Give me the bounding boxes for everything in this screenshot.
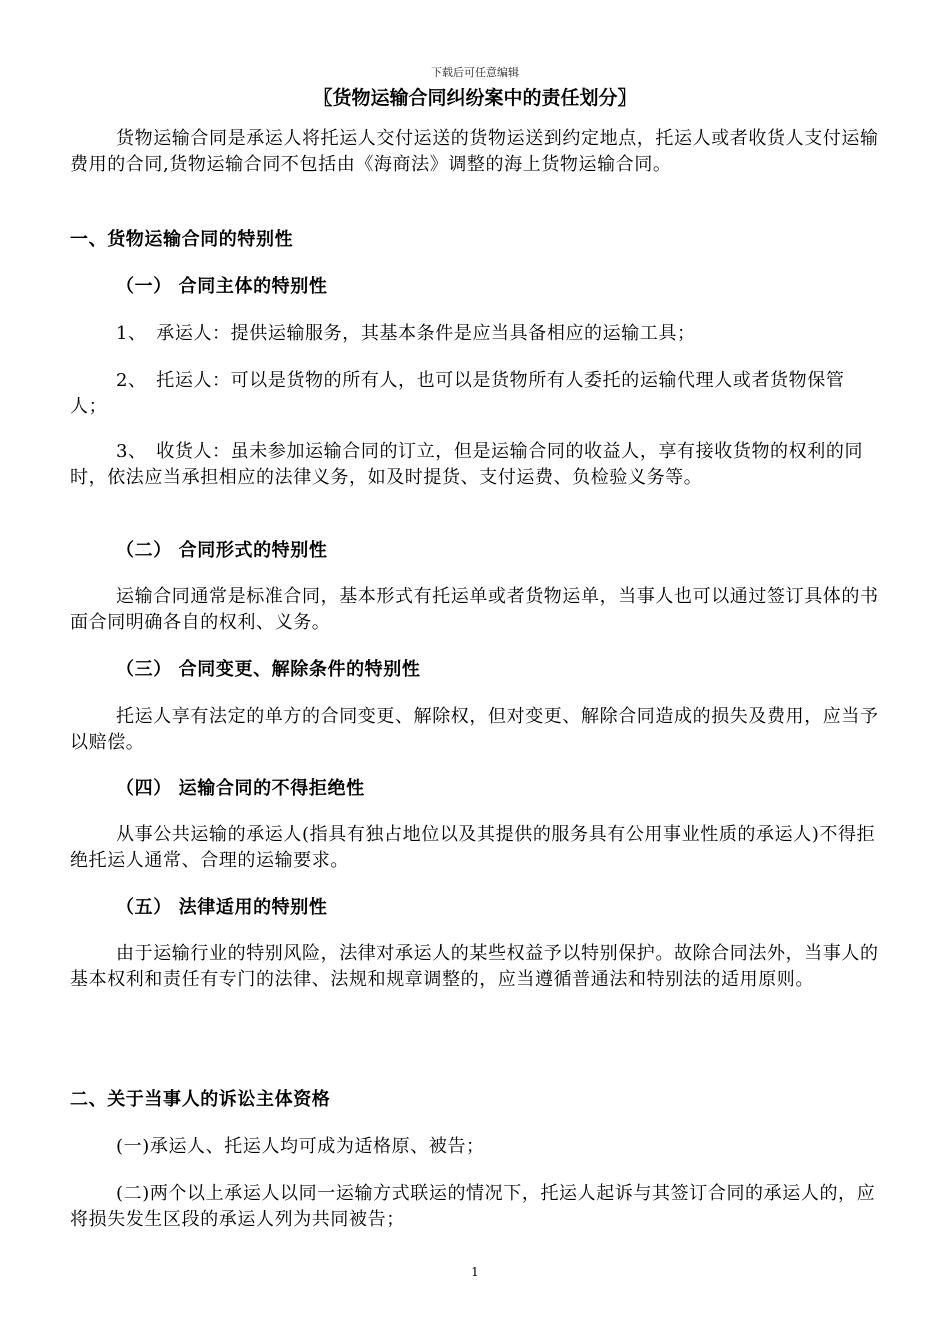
section1-sub2-paragraph: 运输合同通常是标准合同，基本形式有托运单或者货物运单，当事人也可以通过签订具体的书面合同明确各自的权利、义务。 <box>70 586 879 633</box>
section1-sub1-heading: （一） 合同主体的特别性 <box>116 276 328 297</box>
section1-sub4-paragraph: 从事公共运输的承运人(指具有独占地位以及其提供的服务具有公用事业性质的承运人)不得拒绝托运人通常、合理的运输要求。 <box>70 824 876 871</box>
header-note: 下载后可任意编辑 <box>431 66 519 79</box>
section1-sub3-heading: （三） 合同变更、解除条件的特别性 <box>116 659 421 680</box>
section1-sub3-paragraph: 托运人享有法定的单方的合同变更、解除权，但对变更、解除合同造成的损失及费用，应当予以赔偿。 <box>70 706 879 753</box>
document-title: 〖货物运输合同纠纷案中的责任划分〗 <box>313 87 637 109</box>
intro-paragraph: 货物运输合同是承运人将托运人交付运送的货物运送到约定地点，托运人或者收货人支付运输费用的合同,货物运输合同不包括由《海商法》调整的海上货物运输合同。 <box>70 128 879 175</box>
list-item: 2、 托运人：可以是货物的所有人，也可以是货物所有人委托的运输代理人或者货物保管人； <box>70 370 845 417</box>
section1-sub4-heading: （四） 运输合同的不得拒绝性 <box>116 778 365 799</box>
list-item: (一)承运人、托运人均可成为适格原、被告； <box>116 1136 485 1157</box>
section1-sub2-heading: （二） 合同形式的特别性 <box>116 540 328 561</box>
section1-sub5-paragraph: 由于运输行业的特别风险，法律对承运人的某些权益予以特别保护。故除合同法外，当事人的基本权利和责任有专门的法律、法规和规章调整的，应当遵循普通法和特别法的适用原则。 <box>70 943 879 990</box>
section2-heading: 二、关于当事人的诉讼主体资格 <box>70 1089 331 1110</box>
list-item: 3、 收货人：虽未参加运输合同的订立，但是运输合同的收益人，享有接收货物的权利的同时，依法应当承担相应的法律义务，如及时提货、支付运费、负检验义务等。 <box>70 441 864 488</box>
section1-sub5-heading: （五） 法律适用的特别性 <box>116 897 328 918</box>
section1-heading: 一、货物运输合同的特别性 <box>70 229 294 250</box>
list-item: 1、 承运人：提供运输服务，其基本条件是应当具备相应的运输工具； <box>116 323 696 344</box>
list-item: (二)两个以上承运人以同一运输方式联运的情况下，托运人起诉与其签订合同的承运人的，应将损失发生区段的承运人列为共同被告； <box>70 1183 876 1230</box>
page-number: 1 <box>471 1265 479 1279</box>
